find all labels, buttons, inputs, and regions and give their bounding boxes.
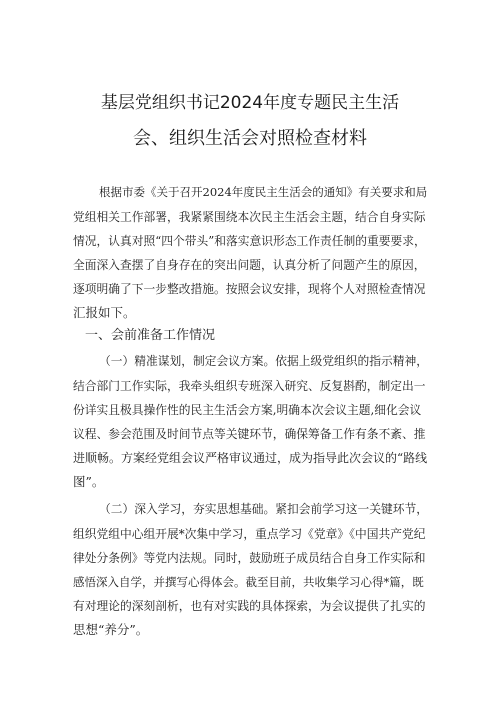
paragraph-2-line: 思想“养分”。 [73, 622, 149, 637]
paragraph-1-line: 议程、参会范围及时间节点等关键环节，确保筹备工作有条不紊、推 [73, 427, 426, 441]
paragraph-2-line: 感悟深入自学，并撰写心得体会。截至目前，共收集学习心得*篇，既 [73, 575, 424, 589]
paragraph-1-line: 结合部门工作实际，我牵头组织专班深入研究、反复斟酌，制定出一 [73, 379, 426, 393]
section-heading: 一、会前准备工作情况 [85, 328, 216, 343]
paragraph-1-line: （一）精准谋划，制定会议方案。依据上级党组织的指示精神， [99, 354, 428, 368]
intro-line: 汇报如下。 [73, 305, 136, 320]
document-title-line-1: 基层党组织书记2024年度专题民主生活 [100, 93, 400, 113]
paragraph-2-line: 律处分条例》等党内法规。同时，鼓励班子成员结合自身工作实际和 [73, 551, 426, 565]
paragraph-1-line: 进顺畅。方案经党组会议严格审议通过，成为指导此次会议的“路线 [73, 451, 428, 465]
intro-line: 情况，认真对照“四个带头”和落实意识形态工作责任制的重要要求， [73, 234, 426, 248]
paragraph-2-line: 有对理论的深刻剖析，也有对实践的具体探索，为会议提供了扎实的 [73, 599, 426, 613]
intro-line: 逐项明确了下一步整改措施。按照会议安排，现将个人对照检查情况 [73, 282, 426, 296]
paragraph-1-line: 份详实且极具操作性的民主生活会方案,明确本次会议主题,细化会议 [73, 403, 422, 417]
paragraph-2-line: 组织党组中心组开展*次集中学习，重点学习《党章》《中国共产党纪 [73, 527, 426, 541]
paragraph-1-line: 图”。 [73, 474, 105, 489]
intro-line: 全面深入查摆了自身存在的突出问题，认真分析了问题产生的原因， [73, 258, 426, 272]
intro-line: 根据市委《关于召开2024年度民主生活会的通知》有关要求和局 [99, 185, 428, 199]
document-title-line-2: 会、组织生活会对照检查材料 [133, 128, 367, 149]
paragraph-2-line: （二）深入学习，夯实思想基础。紧扣会前学习这一关键环节， [99, 502, 428, 516]
intro-line: 党组相关工作部署，我紧紧围绕本次民主生活会主题，结合自身实际 [73, 210, 426, 224]
